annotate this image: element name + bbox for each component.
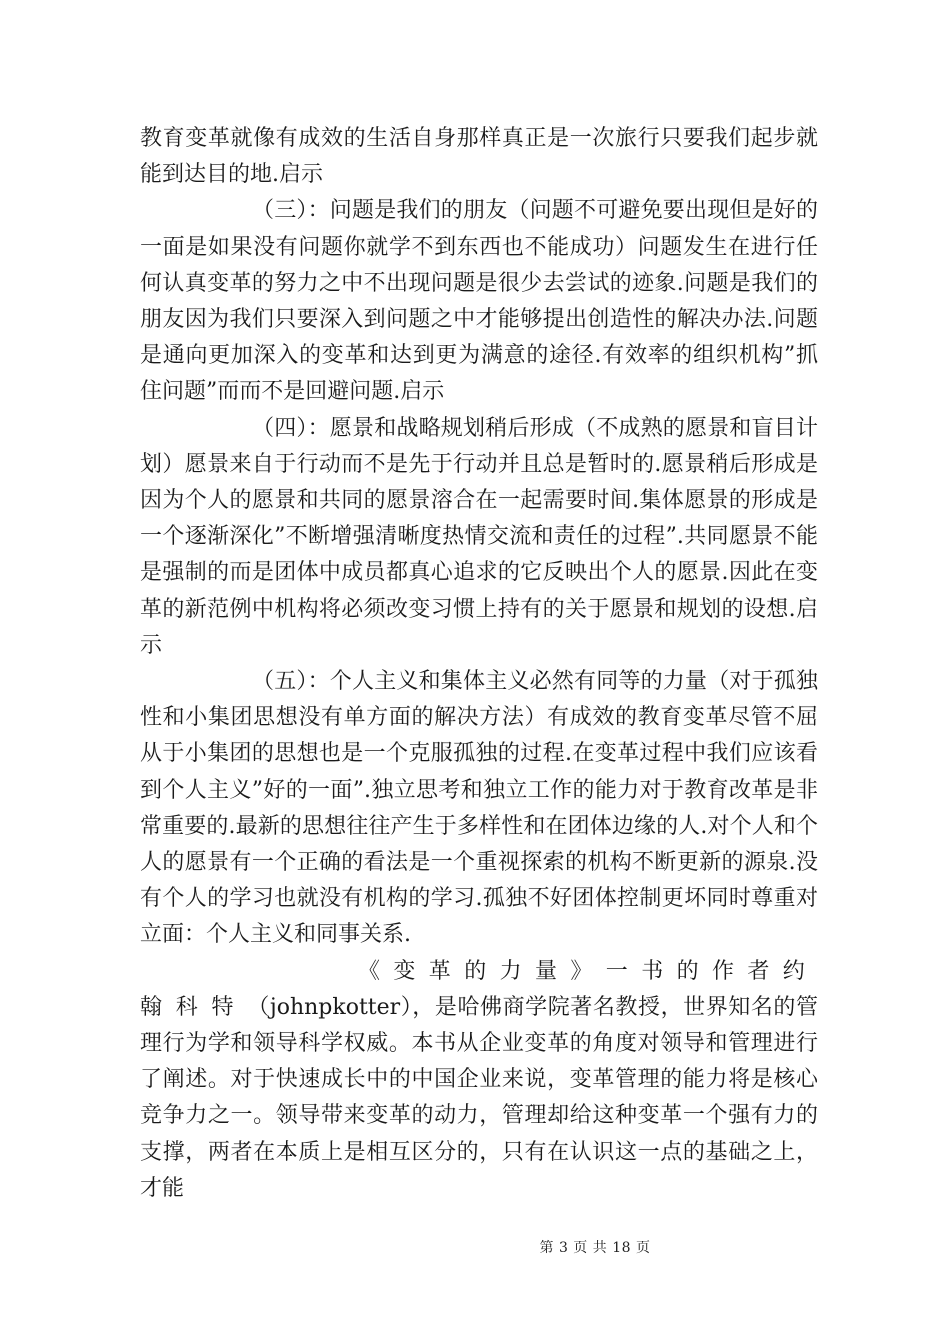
page-number: 第 3 页 共 18 页: [539, 1240, 651, 1256]
body-text: [140, 121, 818, 1207]
page-footer: [0, 1237, 950, 1257]
book-intro-lead: 《变革的力量》一书的作者约翰科特: [140, 958, 818, 1020]
paragraph-1: 教育变革就像有成效的生活自身那样真正是一次旅行只要我们起步就能到达目的地.启示: [140, 126, 818, 188]
paragraph-5-book-intro: [140, 954, 818, 1207]
paragraph-2-section-three: （三）：问题是我们的朋友（问题不可避免要出现但是好的一面是如果没有问题你就学不到东西也不能成功）问题发生在进行任何认真变革的努力之中不出现问题是很少去尝试的迹象.问题是我们的朋友因为我们只要深入到问题之中才能够提出创造性的解决办法.问题是通向更加深入的变革和达到更为满意的途径.有效率的组织机构”抓住问题”而而不是回避问题.启示: [140, 198, 818, 405]
book-intro-body: （johnpkotter），是哈佛商学院著名教授，世界知名的管理行为学和领导科学权威。本书从企业变革的角度对领导和管理进行了阐述。对于快速成长中的中国企业来说，变革管理的能力将是核心竞争力之一。领导带来变革的动力，管理却给这种变革一个强有力的支撑，两者在本质上是相互区分的，只有在认识这一点的基础之上，才能: [140, 994, 818, 1201]
paragraph-4-section-five: （五）：个人主义和集体主义必然有同等的力量（对于孤独性和小集团思想没有单方面的解决方法）有成效的教育变革尽管不屈从于小集团的思想也是一个克服孤独的过程.在变革过程中我们应该看到个人主义”好的一面”.独立思考和独立工作的能力对于教育改革是非常重要的.最新的思想往往产生于多样性和在团体边缘的人.对个人和个人的愿景有一个正确的看法是一个重视探索的机构不断更新的源泉.没有个人的学习也就没有机构的学习.孤独不好团体控制更坏同时尊重对立面：个人主义和同事关系.: [140, 669, 818, 948]
paragraph-3-section-four: （四）：愿景和战略规划稍后形成（不成熟的愿景和盲目计划）愿景来自于行动而不是先于行动并且总是暂时的.愿景稍后形成是因为个人的愿景和共同的愿景溶合在一起需要时间.集体愿景的形成是一个逐渐深化”不断增强清晰度热情交流和责任的过程”.共同愿景不能是强制的而是团体中成员都真心追求的它反映出个人的愿景.因此在变革的新范例中机构将必须改变习惯上持有的关于愿景和规划的设想.启示: [140, 415, 818, 658]
